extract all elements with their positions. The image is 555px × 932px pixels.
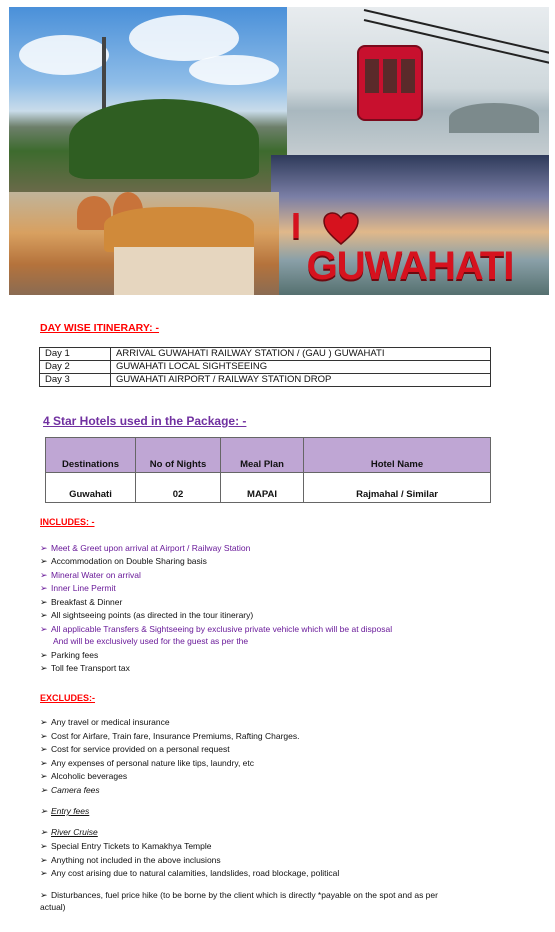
arrow-bullet-icon: ➢ — [40, 785, 48, 795]
table-row — [46, 473, 491, 503]
list-item: ➢ Cost for Airfare, Train fare, Insurance Premiums, Rafting Charges. — [40, 731, 300, 741]
arrow-bullet-icon: ➢ — [40, 610, 48, 620]
arrow-bullet-icon: ➢ — [40, 570, 48, 580]
guwahati-sign: GUWAHATI — [306, 243, 514, 288]
day-cell: Day 1 — [40, 348, 111, 361]
column-header: Meal Plan — [221, 438, 304, 473]
arrow-bullet-icon: ➢ — [40, 663, 48, 673]
arrow-bullet-icon: ➢ — [40, 890, 48, 900]
description-cell: ARRIVAL GUWAHATI RAILWAY STATION / (GAU ) GUWAHATI — [111, 348, 491, 361]
arrow-bullet-icon: ➢ — [40, 650, 48, 660]
column-header: No of Nights — [136, 438, 221, 473]
column-header: Destinations — [46, 438, 136, 473]
arrow-bullet-icon: ➢ — [40, 806, 48, 816]
list-item: ➢ All applicable Transfers & Sightseeing by exclusive private vehicle which will be at disposal — [40, 624, 393, 634]
arrow-bullet-icon: ➢ — [40, 556, 48, 566]
list-item: ➢ Disturbances, fuel price hike (to be borne by the client which is directly *payable on the spot and as per — [40, 890, 438, 900]
list-item: ➢ Cost for service provided on a personal request — [40, 744, 230, 754]
list-item: ➢ Toll fee Transport tax — [40, 663, 130, 673]
table-cell: Guwahati — [46, 473, 136, 503]
list-item: ➢ Entry fees — [40, 806, 90, 816]
arrow-bullet-icon: ➢ — [40, 841, 48, 851]
temple-hall — [114, 247, 254, 295]
list-item: ➢ Any travel or medical insurance — [40, 717, 170, 727]
table-header-row — [46, 438, 491, 473]
arrow-bullet-icon: ➢ — [40, 597, 48, 607]
table-cell: Rajmahal / Similar — [304, 473, 491, 503]
arrow-bullet-icon: ➢ — [40, 731, 48, 741]
arrow-bullet-icon: ➢ — [40, 744, 48, 754]
table-cell: MAPAI — [221, 473, 304, 503]
ropeway-cabin — [357, 45, 423, 121]
table-cell: 02 — [136, 473, 221, 503]
excludes-heading: EXCLUDES:- — [40, 693, 96, 703]
hotels-table — [45, 437, 491, 503]
list-item: ➢ Anything not included in the above inclusions — [40, 855, 221, 865]
includes-heading: INCLUDES: - — [40, 517, 95, 527]
table-row — [40, 348, 491, 361]
list-item: ➢ Accommodation on Double Sharing basis — [40, 556, 207, 566]
itinerary-table — [39, 347, 491, 387]
list-item: ➢ Inner Line Permit — [40, 583, 116, 593]
list-item: ➢ Breakfast & Dinner — [40, 597, 123, 607]
list-item: ➢ Any expenses of personal nature like tips, laundry, etc — [40, 758, 255, 768]
list-item: ➢ Alcoholic beverages — [40, 771, 128, 781]
arrow-bullet-icon: ➢ — [40, 771, 48, 781]
description-cell: GUWAHATI LOCAL SIGHTSEEING — [111, 361, 491, 374]
list-item-continuation: actual) — [40, 902, 66, 912]
day-cell: Day 3 — [40, 374, 111, 387]
list-item: ➢ All sightseeing points (as directed in the tour itinerary) — [40, 610, 254, 620]
table-row — [40, 361, 491, 374]
temple-roof — [104, 207, 254, 252]
list-item: ➢ Mineral Water on arrival — [40, 570, 141, 580]
arrow-bullet-icon: ➢ — [40, 868, 48, 878]
list-item: ➢ Any cost arising due to natural calamities, landslides, road blockage, political — [40, 868, 340, 878]
column-header: Hotel Name — [304, 438, 491, 473]
arrow-bullet-icon: ➢ — [40, 543, 48, 553]
list-item: ➢ Special Entry Tickets to Kamakhya Temple — [40, 841, 212, 851]
sign-letter-i: I — [291, 205, 302, 246]
itinerary-heading: DAY WISE ITINERARY: - — [40, 322, 160, 334]
arrow-bullet-icon: ➢ — [40, 827, 48, 837]
arrow-bullet-icon: ➢ — [40, 855, 48, 865]
hotels-heading: 4 Star Hotels used in the Package: - — [43, 414, 247, 428]
description-cell: GUWAHATI AIRPORT / RAILWAY STATION DROP — [111, 374, 491, 387]
list-item: ➢ Parking fees — [40, 650, 99, 660]
list-item: ➢ Meet & Greet upon arrival at Airport / Railway Station — [40, 543, 251, 553]
hero-collage-image — [9, 7, 549, 295]
arrow-bullet-icon: ➢ — [40, 758, 48, 768]
table-row — [40, 374, 491, 387]
arrow-bullet-icon: ➢ — [40, 717, 48, 727]
island-landscape-photo — [9, 7, 287, 207]
list-item-continuation: And will be exclusively used for the guest as per the — [53, 636, 249, 646]
list-item: ➢ Camera fees — [40, 785, 100, 795]
island — [69, 99, 259, 179]
arrow-bullet-icon: ➢ — [40, 583, 48, 593]
day-cell: Day 2 — [40, 361, 111, 374]
list-item: ➢ River Cruise — [40, 827, 98, 837]
heart-icon — [323, 212, 359, 246]
arrow-bullet-icon: ➢ — [40, 624, 48, 634]
